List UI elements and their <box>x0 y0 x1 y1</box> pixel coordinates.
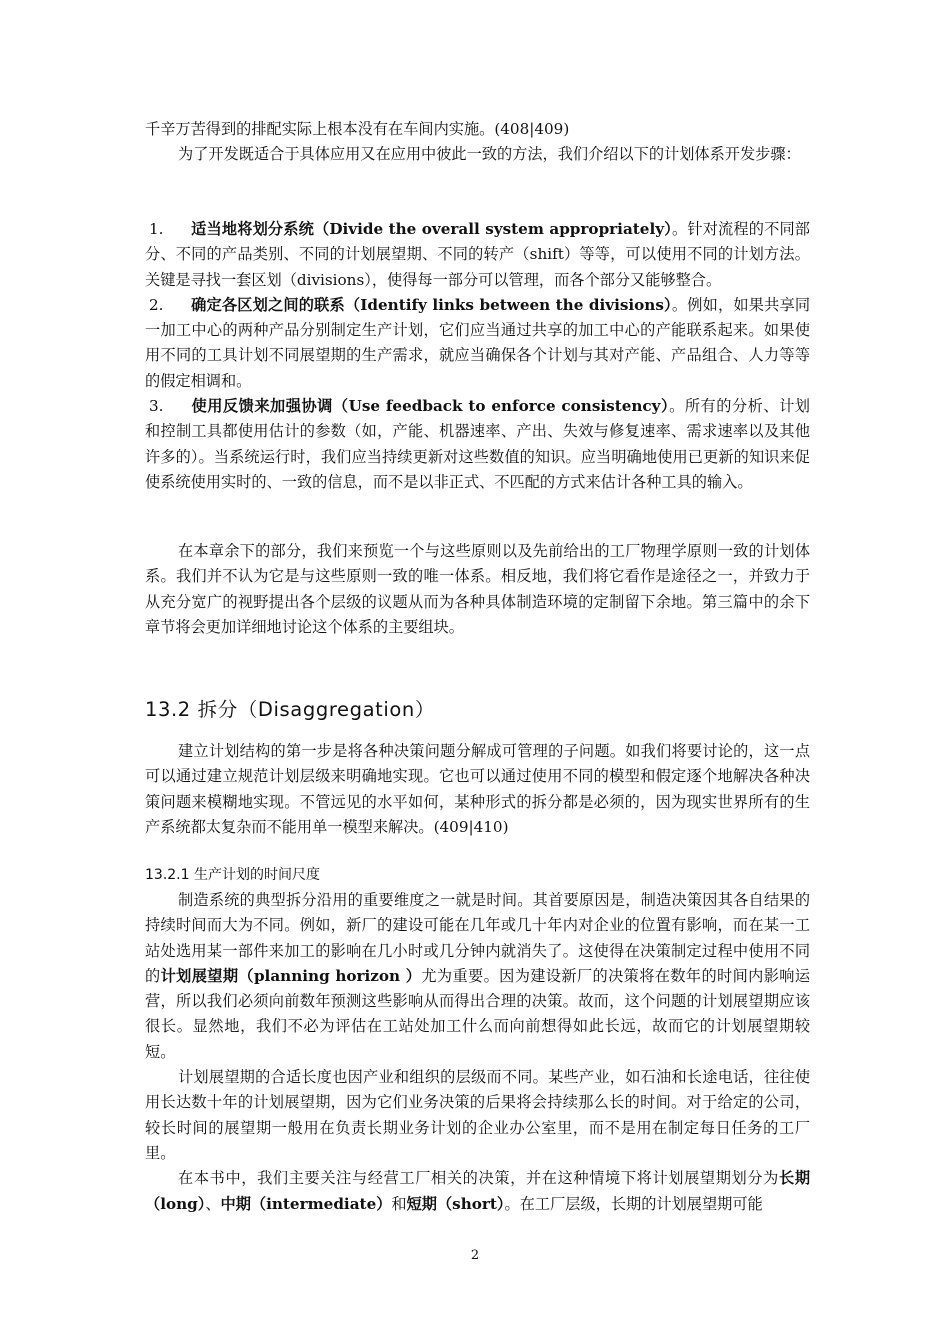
p1-text-b: 尤为重要。因为建设新厂的决策将在数年的时间内影响运营，所以我们必须向前数年预测这些影响从而得出合理的决策。故而，这个问题的计划展望期应该很长。显然地，我们不必为评估在工站处加工什么而向前想得如此长远，故而它的计划展望期较短。 <box>145 966 810 1061</box>
section-heading: 13.2 拆分（Disaggregation） <box>145 698 435 721</box>
subsection-block <box>145 863 810 1217</box>
p3-text-b: 。在工厂层级，长期的计划展望期可能 <box>504 1194 763 1213</box>
p3-sep-1: 、 <box>205 1194 221 1213</box>
step-3 <box>145 394 810 495</box>
intro-block <box>145 117 810 168</box>
p3-term-long: 长期（long） <box>145 1169 811 1213</box>
section-block <box>145 739 810 840</box>
step-1-number: 1. <box>149 220 164 238</box>
p3-term-intermediate: 中期（intermediate） <box>220 1194 392 1213</box>
step-1-text: 。针对流程的不同部分、不同的产品类别、不同的计划展望期、不同的转产（shift）等等，可以使用不同的计划方法。关键是寻找一套区划（divisions），使得每一部分可以管理，而各个部分又能够整合。 <box>145 220 810 289</box>
step-2-number: 2. <box>149 295 164 314</box>
step-2-title: 确定各区划之间的联系（Identify links between the divisions） <box>191 295 672 314</box>
subsection-paragraph-1 <box>145 888 810 1065</box>
step-3-text: 。所有的分析、计划和控制工具都使用估计的参数（如，产能、机器速率、产出、失效与修复速率、需求速率以及其他许多的）。当系统运行时，我们应当持续更新对这些数值的知识。应当明确地使用已更新的知识来促使系统使用实时的、一致的信息，而不是以非正式、不匹配的方式来估计各种工具的输入。 <box>145 397 810 491</box>
steps-list <box>145 217 810 495</box>
section-paragraph: 建立计划结构的第一步是将各种决策问题分解成可管理的子问题。如我们将要讨论的，这一点可以通过建立规范计划层级来明确地实现。它也可以通过使用不同的模型和假定逐个地解决各种决策问题来模糊地实现。不管远见的水平如何，某种形式的拆分都是必须的，因为现实世界所有的生产系统都太复杂而不能用单一模型来解决。(409|410) <box>145 742 810 836</box>
subsection-paragraph-2: 计划展望期的合适长度也因产业和组织的层级而不同。某些产业，如石油和长途电话，往往使用长达数十年的计划展望期，因为它们业务决策的后果将会持续那么长的时间。对于给定的公司，较长时间的展望期一般用在负责长期业务计划的企业办公室里，而不是用在制定每日任务的工厂里。 <box>145 1068 810 1162</box>
step-1-title: 适当地将划分系统（Divide the overall system appropriately） <box>191 220 672 238</box>
closing-paragraph: 在本章余下的部分，我们来预览一个与这些原则以及先前给出的工厂物理学原则一致的计划体系。我们并不认为它是与这些原则一致的唯一体系。相反地，我们将它看作是途径之一，并致力于从充分宽广的视野提出各个层级的议题从而为各种具体制造环境的定制留下余地。第三篇中的余下章节将会更加详细地讨论这个体系的主要组块。 <box>145 542 810 636</box>
step-2-text: 。例如，如果共享同一加工中心的两种产品分别制定生产计划，它们应当通过共享的加工中心的产能联系起来。如果使用不同的工具计划不同展望期的生产需求，就应当确保各个计划与其对产能、产品组合、人力等等的假定相调和。 <box>145 295 811 390</box>
step-3-title: 使用反馈来加强协调（Use feedback to enforce consistency） <box>191 397 670 416</box>
p1-term: 计划展望期（planning horizon ） <box>160 966 422 985</box>
p3-sep-2: 和 <box>391 1194 407 1213</box>
step-2 <box>145 293 810 394</box>
intro-paragraph: 为了开发既适合于具体应用又在应用中彼此一致的方法，我们介绍以下的计划体系开发步骤： <box>178 145 801 164</box>
subsection-paragraph-3 <box>145 1166 810 1217</box>
p3-text-a: 在本书中，我们主要关注与经营工厂相关的决策，并在这种情境下将计划展望期划分为 <box>178 1169 779 1188</box>
page-number: 2 <box>470 1248 480 1263</box>
p3-term-short: 短期（short） <box>406 1194 505 1213</box>
step-1 <box>145 217 810 293</box>
step-3-number: 3. <box>149 397 164 416</box>
subsection-heading: 13.2.1 生产计划的时间尺度 <box>145 867 320 883</box>
closing-block <box>145 539 810 640</box>
intro-line: 千辛万苦得到的排配实际上根本没有在车间内实施。(408|409) <box>145 120 570 138</box>
p1-text-a: 制造系统的典型拆分沿用的重要维度之一就是时间。其首要原因是，制造决策因其各自结果的持续时间而大为不同。例如，新厂的建设可能在几年或几十年内对企业的位置有影响，而在某一工站处选用某一部件来加工的影响在几小时或几分钟内就消失了。这使得在决策制定过程中使用不同的 <box>145 891 810 985</box>
